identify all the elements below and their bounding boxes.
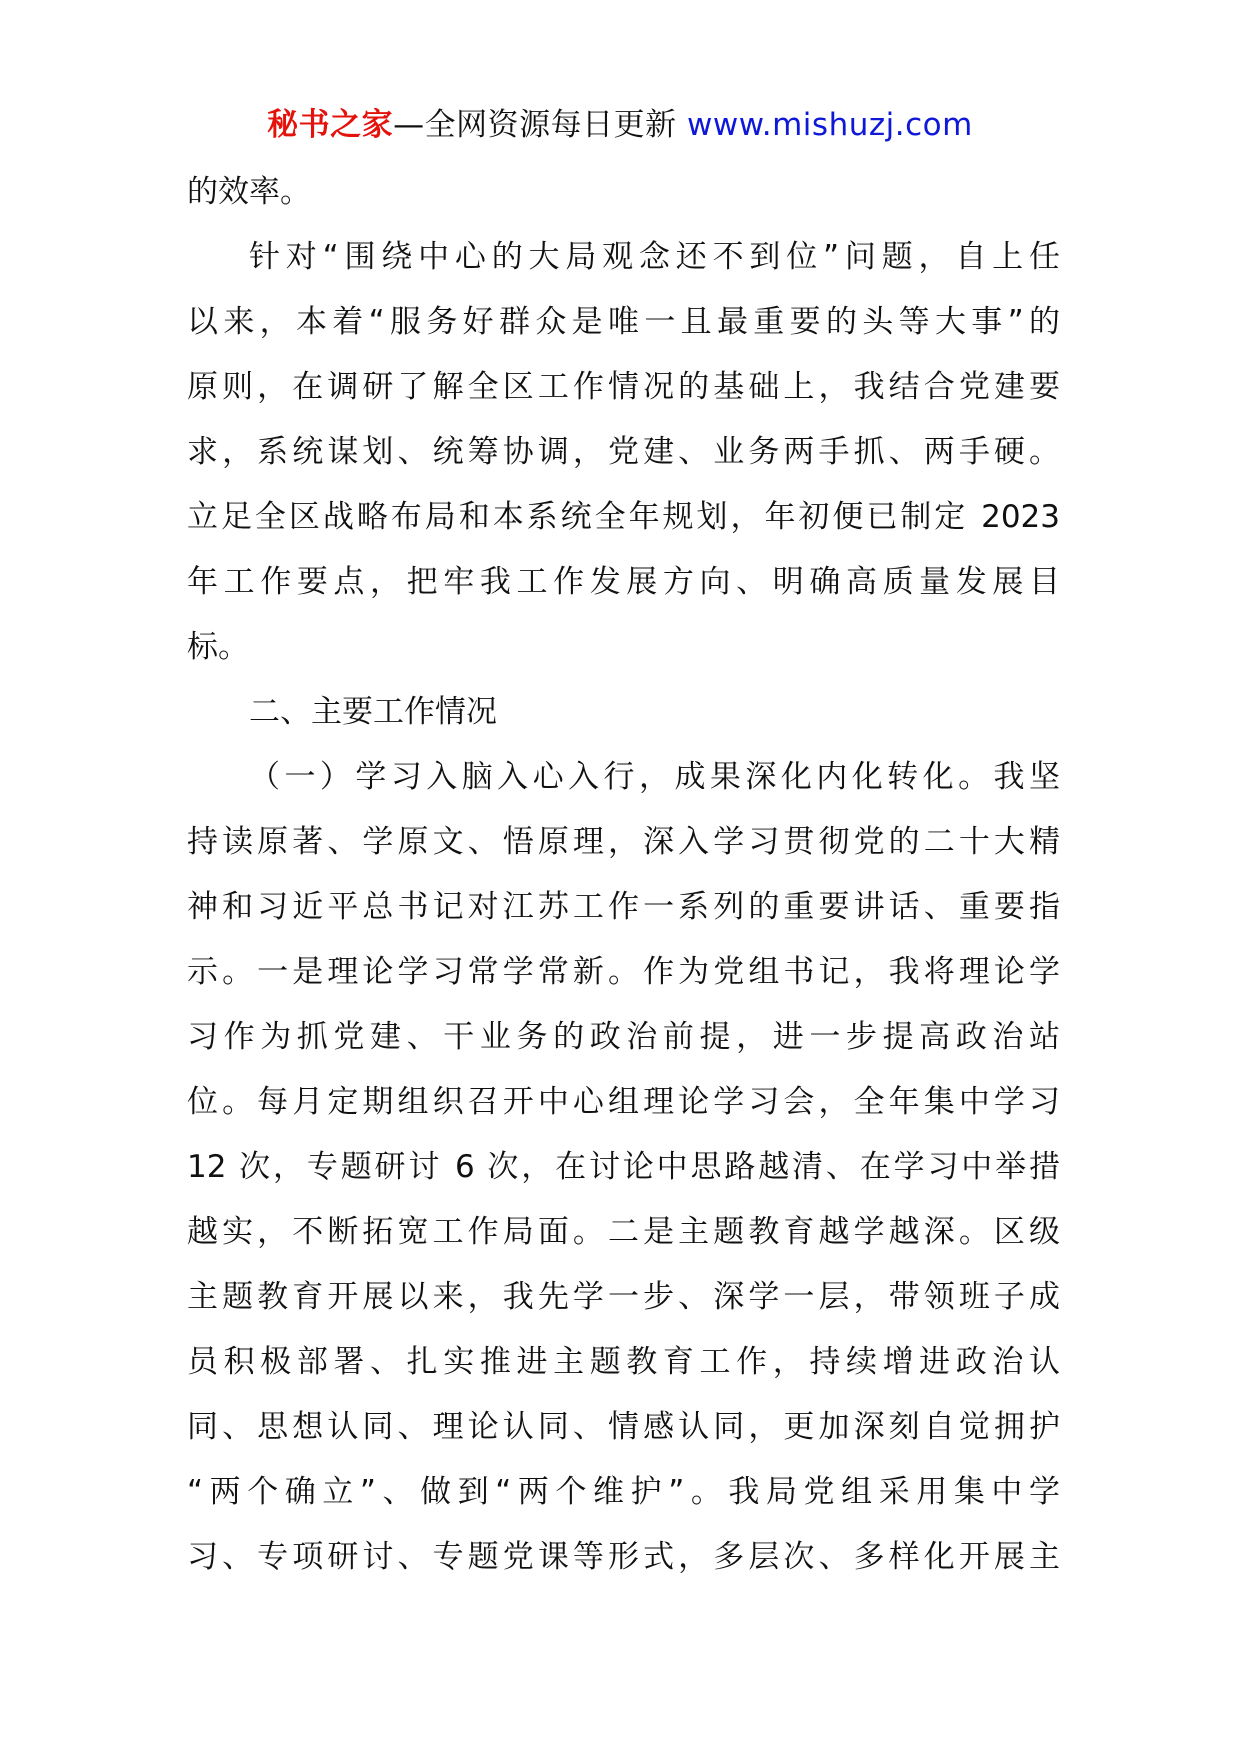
header-url: www.mishuzj.com <box>687 107 973 143</box>
text-line: 位。每月定期组织召开中心组理论学习会，全年集中学习 <box>187 1084 1060 1120</box>
document-body <box>187 160 1060 1590</box>
text-line: 以来，本着“服务好群众是唯一且最重要的头等大事”的 <box>187 304 1060 340</box>
text-line: 同、思想认同、理论认同、情感认同，更加深刻自觉拥护 <box>187 1409 1060 1445</box>
text-line: 持读原著、学原文、悟原理，深入学习贯彻党的二十大精 <box>187 824 1060 860</box>
watermark-header <box>0 98 1240 152</box>
text-line: 员积极部署、扎实推进主题教育工作，持续增进政治认 <box>187 1344 1060 1380</box>
text-line: 习作为抓党建、干业务的政治前提，进一步提高政治站 <box>187 1019 1060 1055</box>
text-line: 二、主要工作情况 <box>249 694 497 730</box>
text-line: 标。 <box>187 629 249 665</box>
text-line: 求，系统谋划、统筹协调，党建、业务两手抓、两手硬。 <box>187 434 1060 470</box>
text-line: 针对“围绕中心的大局观念还不到位”问题，自上任 <box>249 239 1060 275</box>
text-line: 12 次，专题研讨 6 次，在讨论中思路越清、在学习中举措 <box>187 1149 1060 1185</box>
text-line: 年工作要点，把牢我工作发展方向、明确高质量发展目 <box>187 564 1060 600</box>
text-line: 示。一是理论学习常学常新。作为党组书记，我将理论学 <box>187 954 1060 990</box>
text-line: 习、专项研讨、专题党课等形式，多层次、多样化开展主 <box>187 1539 1060 1575</box>
text-line: 神和习近平总书记对江苏工作一系列的重要讲话、重要指 <box>187 889 1060 925</box>
text-line: 原则，在调研了解全区工作情况的基础上，我结合党建要 <box>187 369 1060 405</box>
text-line: “两个确立”、做到“两个维护”。我局党组采用集中学 <box>187 1474 1060 1510</box>
text-line: 越实，不断拓宽工作局面。二是主题教育越学越深。区级 <box>187 1214 1060 1250</box>
text-line: 主题教育开展以来，我先学一步、深学一层，带领班子成 <box>187 1279 1060 1315</box>
text-line: 立足全区战略布局和本系统全年规划，年初便已制定 2023 <box>187 499 1060 535</box>
text-line: （一）学习入脑入心入行，成果深化内化转化。我坚 <box>249 759 1060 795</box>
brand-name: 秘书之家 <box>267 107 394 143</box>
header-tagline: —全网资源每日更新 <box>393 107 688 143</box>
text-line: 的效率。 <box>187 174 311 210</box>
